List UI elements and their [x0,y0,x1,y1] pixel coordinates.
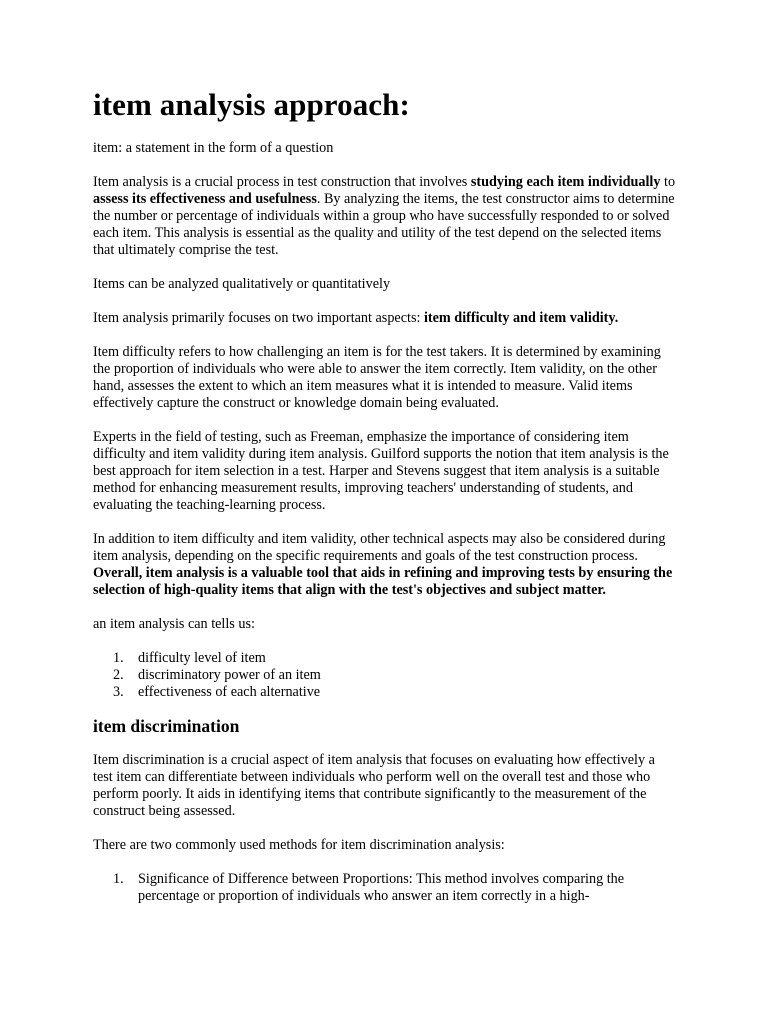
aspects-bold: item difficulty and item validity. [423,310,619,326]
intro-text-3: . By analyzing the items, the test constructor aims to determine the number or percentage of individuals within a group who have successfully responded to or solved each item. This analysis is essential as the quality and utility of the test depend on the selected items that ultimately comprise the test. [93,191,675,258]
addition-bold: Overall, item analysis is a valuable tool that aids in refining and improving tests by ensuring the selection of high-quality items that align with the test's objectives and subject matter. [93,565,673,598]
document-content [93,87,678,905]
addition-text: In addition to item difficulty and item validity, other technical aspects may also be considered during item analysis, depending on the specific requirements and goals of the test construction process. [93,531,666,564]
aspects-text: Item analysis primarily focuses on two important aspects: [93,310,424,326]
methods-paragraph: There are two commonly used methods for item discrimination analysis: [93,837,505,853]
discrimination-paragraph: Item discrimination is a crucial aspect of item analysis that focuses on evaluating how effectively a test item can differentiate between individuals who perform well on the overall test and those who perform poorly. It aids in identifying items that contribute significantly to the measurement of the construct being assessed. [93,752,655,819]
list-number: 1. [113,871,124,887]
intro-paragraph [93,174,678,259]
list-item-text: difficulty level of item [138,650,266,666]
intro-text-2: to [660,174,676,190]
list-number: 3. [113,684,124,700]
list-number: 2. [113,667,124,683]
list-item [93,667,678,684]
experts-paragraph: Experts in the field of testing, such as Freeman, emphasize the importance of considering item difficulty and item validity during item analysis. Guilford supports the notion that item analysis is the best approach for item selection in a test. Harper and Stevens suggest that item analysis is a suitable method for enhancing measurement results, improving teachers' understanding of students, and evaluating the teaching-learning process. [93,429,669,513]
methods-list [93,871,678,905]
addition-paragraph [93,531,678,599]
definition-paragraph: item: a statement in the form of a question [93,140,334,156]
tells-us-list [93,650,678,701]
intro-text-1: Item analysis is a crucial process in test construction that involves [93,174,471,190]
aspects-paragraph [93,310,678,327]
intro-bold-2: assess its effectiveness and usefulness [93,191,317,207]
list-item-text: Significance of Difference between Proportions: This method involves comparing the percentage or proportion of individuals who answer an item correctly in a high- [138,871,625,904]
difficulty-paragraph: Item difficulty refers to how challenging an item is for the test takers. It is determined by examining the proportion of individuals who were able to answer the item correctly. Item validity, on the other hand, assesses the extent to which an item measures what it is intended to measure. Valid items effectively capture the construct or knowledge domain being evaluated. [93,344,661,411]
intro-bold-1: studying each item individually [470,174,661,190]
page-title: item analysis approach: [93,87,410,122]
list-item-text: discriminatory power of an item [138,667,321,683]
list-item-text: effectiveness of each alternative [138,684,321,700]
list-number: 1. [113,650,124,666]
tells-us-paragraph: an item analysis can tells us: [93,616,255,632]
list-item [93,650,678,667]
qualitative-paragraph: Items can be analyzed qualitatively or quantitatively [93,276,391,292]
section-heading-discrimination: item discrimination [93,716,240,736]
list-item [93,871,678,905]
list-item [93,684,678,701]
